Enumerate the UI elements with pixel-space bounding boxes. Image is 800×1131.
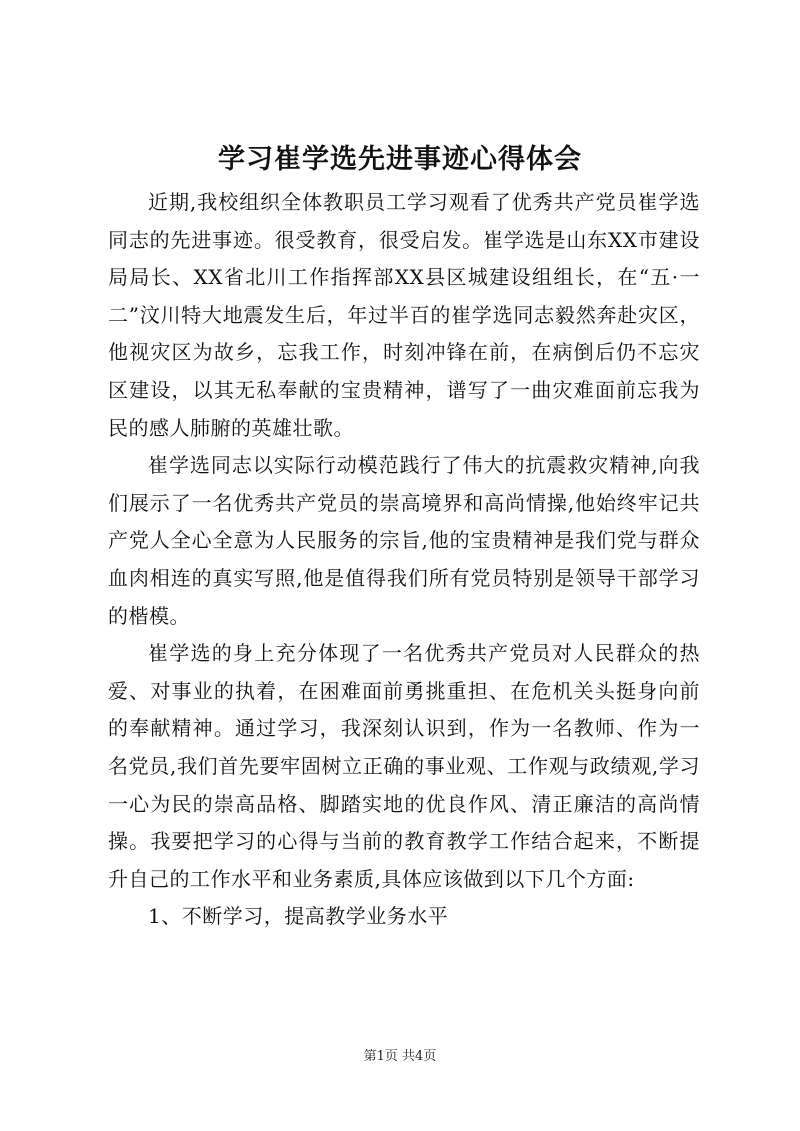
paragraph-spirit: 崔学选同志以实际行动模范践行了伟大的抗震救灾精神,向我们展示了一名优秀共产党员的崇高境界和高尚情操,他始终牢记共产党人全心全意为人民服务的宗旨,他的宝贵精神是我们党与群众血肉相连的真实写照,他是值得我们所有党员特别是领导干部学习的楷模。 <box>108 453 700 628</box>
paragraph-reflection: 崔学选的身上充分体现了一名优秀共产党员对人民群众的热爱、对事业的执着，在困难面前勇挑重担、在危机关头挺身向前的奉献精神。通过学习，我深刻认识到，作为一名教师、作为一名党员,我们首先要牢固树立正确的事业观、工作观与政绩观,学习一心为民的崇高品格、脚踏实地的优良作风、清正廉洁的高尚情操。我要把学习的心得与当前的教育教学工作结合起来，不断提升自己的工作水平和业务素质,具体应该做到以下几个方面: <box>108 641 700 891</box>
document-title: 学习崔学选先进事迹心得体会 <box>218 144 582 175</box>
paragraph-intro: 近期,我校组织全体教职员工学习观看了优秀共产党员崔学选同志的先进事迹。很受教育，很受启发。崔学选是山东XX市建设局局长、XX省北川工作指挥部XX县区城建设组组长，在“五·一二”汶川特大地震发生后，年过半百的崔学选同志毅然奔赴灾区，他视灾区为故乡，忘我工作，时刻冲锋在前，在病倒后仍不忘灾区建设，以其无私奉献的宝贵精神，谱写了一曲灾难面前忘我为民的感人肺腑的英雄壮歌。 <box>108 190 700 440</box>
document-body <box>108 184 700 936</box>
paragraph-point-1: 1、不断学习，提高教学业务水平 <box>148 904 449 929</box>
page-footer: 第1页 共4页 <box>363 1049 437 1064</box>
